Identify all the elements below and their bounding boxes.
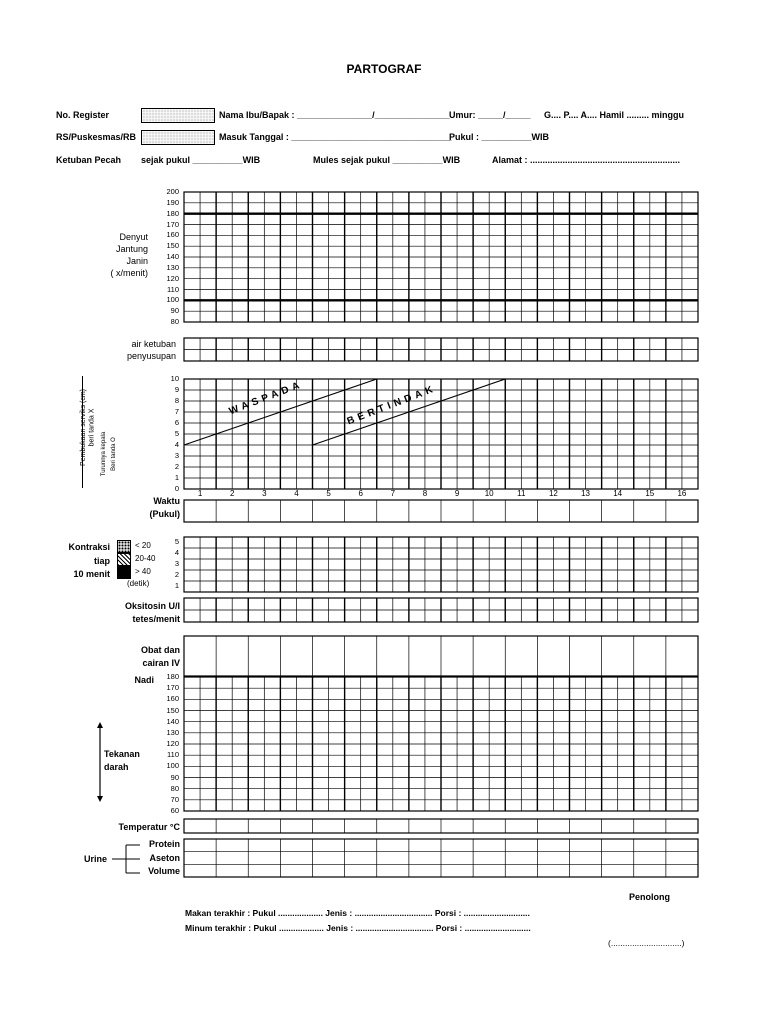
sejak-pukul-field[interactable]: sejak pukul __________WIB (141, 155, 261, 165)
kontraksi-label: Kontraksi (68, 542, 110, 552)
nadi-tick: 80 (170, 783, 179, 793)
fhr-tick: 170 (166, 219, 179, 229)
penyusupan-label: penyusupan (126, 351, 176, 361)
nadi-label: Nadi (134, 675, 154, 685)
hour-label: 6 (358, 489, 363, 498)
hour-label: 9 (454, 489, 460, 498)
fhr-tick: 80 (170, 317, 179, 326)
pukul-label: (Pukul) (149, 509, 180, 519)
legend-swatch-hatch (117, 553, 131, 566)
hour-label: 16 (677, 489, 687, 498)
nadi-tick: 150 (166, 705, 179, 715)
nadi-tick: 140 (166, 716, 179, 726)
nadi-tick: 170 (166, 683, 179, 693)
sepuluh-menit-label: 10 menit (73, 569, 110, 579)
fhr-tick: 130 (166, 262, 179, 272)
hour-label: 7 (390, 489, 396, 498)
hour-label: 11 (517, 489, 526, 498)
hour-label: 15 (645, 489, 655, 498)
urine-label: Urine (84, 854, 108, 864)
nadi-tick: 160 (166, 694, 179, 704)
legend-swatch-dots (117, 540, 131, 553)
hour-label: 5 (326, 489, 331, 498)
contraction-tick: 2 (174, 570, 179, 579)
tetes-label: tetes/menit (132, 614, 180, 624)
hour-label: 10 (484, 489, 494, 498)
nadi-tick: 130 (166, 727, 179, 737)
nadi-tick: 100 (166, 761, 179, 771)
legend-detik: (detik) (127, 579, 150, 588)
air-ketuban-label: air ketuban (131, 339, 176, 349)
fhr-tick: 190 (166, 197, 179, 207)
fhr-tick: 150 (166, 241, 179, 251)
fhr-tick: 90 (170, 306, 179, 316)
legend-gt40: > 40 (135, 567, 151, 576)
fhr-tick: 160 (166, 230, 179, 240)
rs-label: RS/Puskesmas/RB (56, 132, 137, 142)
umur-field[interactable]: Umur: _____/_____ (449, 110, 531, 120)
cervix-tick: 2 (174, 462, 179, 471)
hour-label: 13 (581, 489, 591, 498)
fhr-tick: 120 (166, 273, 179, 283)
contraction-tick: 4 (174, 548, 179, 557)
contraction-tick: 3 (174, 559, 179, 568)
nadi-tick: 60 (170, 806, 179, 815)
no-register-label: No. Register (56, 110, 110, 120)
fhr-tick: 110 (167, 284, 179, 294)
fhr-label-line: Jantung (115, 244, 148, 254)
fhr-label-line: Janin (126, 256, 148, 266)
alamat-field[interactable]: Alamat : ............................................................ (492, 155, 681, 165)
hour-label: 4 (294, 489, 299, 498)
legend-lt20: < 20 (135, 541, 151, 550)
cairan-label: cairan IV (142, 658, 180, 668)
tiap-label: tiap (93, 556, 110, 566)
pukul-field[interactable]: Pukul : __________WIB (449, 132, 550, 142)
bp-arrow-icon (99, 722, 102, 800)
cervix-tick: 1 (174, 473, 179, 482)
nama-ibu-field[interactable]: Nama Ibu/Bapak : _______________/_______________ (219, 110, 450, 120)
contraction-tick: 5 (174, 537, 179, 546)
nadi-tick: 70 (170, 794, 179, 804)
hour-label: 12 (548, 489, 558, 498)
makan-terakhir-field[interactable]: Makan terakhir : Pukul ................... Jenis : ................................. Porsi : ............................ (185, 908, 530, 918)
waktu-label: Waktu (153, 496, 180, 506)
cervix-mark-label: beri tanda X (88, 408, 96, 447)
tekanan-label: Tekanan (104, 749, 140, 759)
protein-label: Protein (148, 839, 180, 849)
hour-label: 2 (229, 489, 235, 498)
oksitosin-label: Oksitosin U/I (124, 601, 180, 611)
hour-label: 3 (262, 489, 267, 498)
minum-terakhir-field[interactable]: Minum terakhir : Pukul ................... Jenis : ................................. Porsi : ............................ (185, 923, 531, 933)
cervix-tick: 5 (174, 429, 179, 438)
legend-20-40: 20-40 (135, 554, 156, 563)
cervix-tick: 3 (174, 451, 179, 460)
fhr-tick: 140 (166, 252, 179, 261)
nadi-tick: 180 (166, 672, 179, 681)
hour-label: 14 (613, 489, 623, 498)
cervix-label: Pembukaan serviks (cm) (80, 388, 88, 467)
page-title: PARTOGRAF (346, 62, 422, 76)
fhr-tick: 200 (166, 187, 179, 196)
nadi-tick: 120 (166, 739, 179, 748)
cervix-tick: 6 (174, 418, 179, 427)
temperatur-label: Temperatur °C (118, 822, 180, 832)
fhr-tick: 180 (166, 208, 179, 218)
darah-label: darah (104, 762, 129, 772)
hour-label: 1 (197, 489, 203, 498)
waspada-label: WASPADA (227, 378, 305, 418)
nadi-tick: 110 (167, 750, 179, 760)
fhr-label-line: ( x/menit) (110, 268, 148, 278)
bertindak-label: BERTINDAK (345, 383, 439, 428)
signature-line[interactable]: (..............................) (608, 938, 685, 948)
cervix-side-label (80, 376, 117, 488)
cervix-tick: 10 (170, 374, 179, 383)
cervix-tick: 9 (174, 385, 179, 394)
obat-label: Obat dan (140, 645, 180, 655)
mules-field[interactable]: Mules sejak pukul __________WIB (313, 155, 461, 165)
aseton-label: Aseton (149, 853, 180, 863)
volume-label: Volume (148, 866, 180, 876)
penolong-label: Penolong (629, 892, 670, 902)
fhr-tick: 100 (166, 295, 179, 305)
cervix-tick: 4 (174, 440, 179, 449)
fhr-label-line: Denyut (119, 232, 148, 242)
cervix-tick: 0 (174, 484, 179, 493)
nadi-tick: 90 (170, 772, 179, 782)
contraction-tick: 1 (174, 581, 179, 590)
cervix-tick: 7 (174, 407, 179, 416)
masuk-tanggal-field[interactable]: Masuk Tanggal : ________________________________ (219, 132, 452, 142)
hour-label: 8 (422, 489, 428, 498)
descent-label: Turunnya kepala (101, 431, 108, 477)
ketuban-label: Ketuban Pecah (56, 155, 122, 165)
legend-swatch-solid (117, 566, 131, 579)
descent-mark-label: Beri tanda O (110, 437, 117, 471)
cervix-tick: 8 (174, 396, 179, 405)
gpa-field[interactable]: G.... P.... A.... Hamil ......... minggu (544, 110, 685, 120)
